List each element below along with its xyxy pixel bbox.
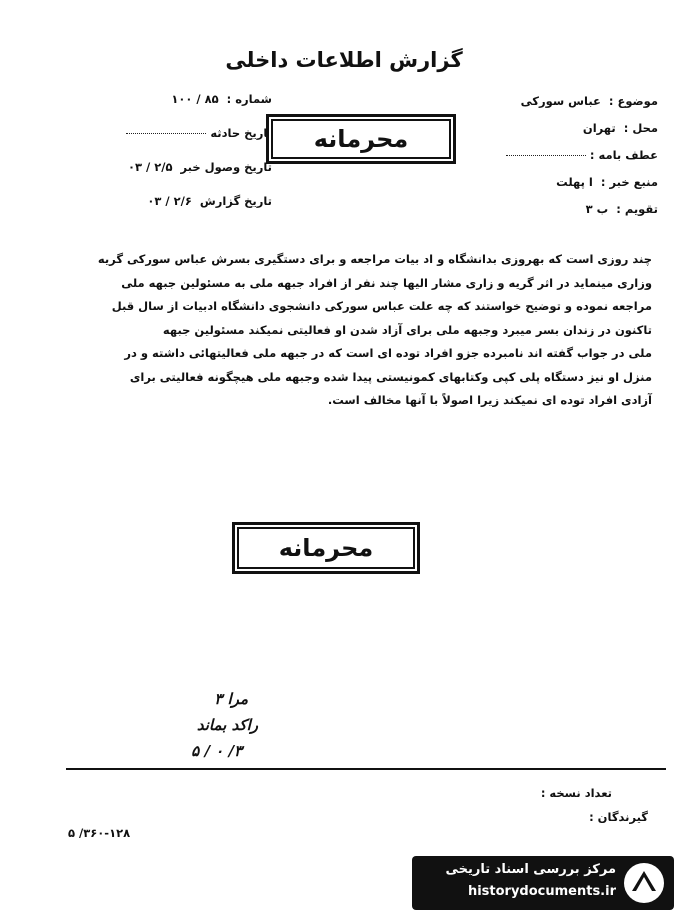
report-body bbox=[40, 248, 652, 413]
watermark-name: مرکز بررسی اسناد تاریخی bbox=[445, 862, 616, 877]
field-reference: عطف بامه : bbox=[458, 148, 658, 175]
divider-line bbox=[66, 768, 666, 770]
body-line: مراجعه نموده و توضیح خواستند که چه علت عباس سورکی دانشجوی دانشگاه ادبیات از سال قبل bbox=[111, 299, 652, 313]
watermark-logo bbox=[412, 856, 674, 910]
document-title: گزارش اطلاعات داخلی bbox=[225, 48, 463, 72]
field-recipients: گیرندگان : bbox=[589, 810, 648, 824]
document-number: ۳۶۰-۱۲۸/ ۵ bbox=[68, 826, 131, 840]
field-report-date: تاریخ گزارش ۲/۶ / ۰۳ bbox=[147, 194, 272, 208]
handwritten-line: ۳/ ۰ / ۵ bbox=[191, 742, 242, 760]
body-line: چند روزی است که بهروزی بدانشگاه و اد بیات مراجعه و برای دستگیری بسرش عباس سورکی گریه bbox=[97, 252, 652, 266]
body-line: منزل او نیز دستگاه پلی کپی وکتابهای کمونیستی پیدا شده وجبهه ملی هیچگونه فعالیتی برای bbox=[129, 369, 652, 384]
watermark-url: historydocuments.ir bbox=[467, 884, 616, 899]
book-icon bbox=[622, 861, 666, 905]
body-line: ملی در جواب گفته اند نامبرده جزو افراد توده ای است که در جبهه ملی فعالیتهائی داشته و در bbox=[124, 346, 652, 360]
handwritten-line: مرا ۳ bbox=[214, 690, 248, 708]
body-line: وزاری مینماید در اثر گریه و زاری مشار الیها چند نفر از افراد جبهه ملی به مسئولین جبهه ملی bbox=[121, 275, 652, 290]
field-incident-date: تاریخ حادثه bbox=[62, 126, 272, 160]
body-line: آزادی افراد توده ای نمیکند زیرا اصولاً با آنها مخالف است. bbox=[327, 393, 652, 407]
handwritten-line: راکد بماند bbox=[196, 716, 258, 734]
body-line: تاکنون در زندان بسر میبرد وجبهه ملی برای آزاد شدن او فعالیتی نمیکند مسئولین جبهه bbox=[162, 322, 652, 337]
field-subject: موضوع : عباس سورکی bbox=[520, 94, 658, 108]
field-received-date: تاریخ وصول خبر ۲/۵ / ۰۳ bbox=[128, 160, 272, 174]
header-fields-right bbox=[458, 94, 658, 229]
handwritten-note bbox=[168, 686, 288, 764]
field-location: محل : تهران bbox=[582, 121, 658, 135]
field-copies: تعداد نسخه : bbox=[540, 786, 612, 800]
confidential-stamp-middle: محرمانه bbox=[232, 522, 420, 574]
field-source: منبع خبر : ا پهلت bbox=[556, 175, 658, 189]
field-rating: تقویم : ب ۳ bbox=[585, 202, 658, 216]
field-number: شماره : ۸۵ / ۱۰۰ bbox=[171, 92, 272, 106]
header-fields-left bbox=[62, 92, 272, 228]
confidential-stamp-top: محرمانه bbox=[266, 114, 456, 164]
